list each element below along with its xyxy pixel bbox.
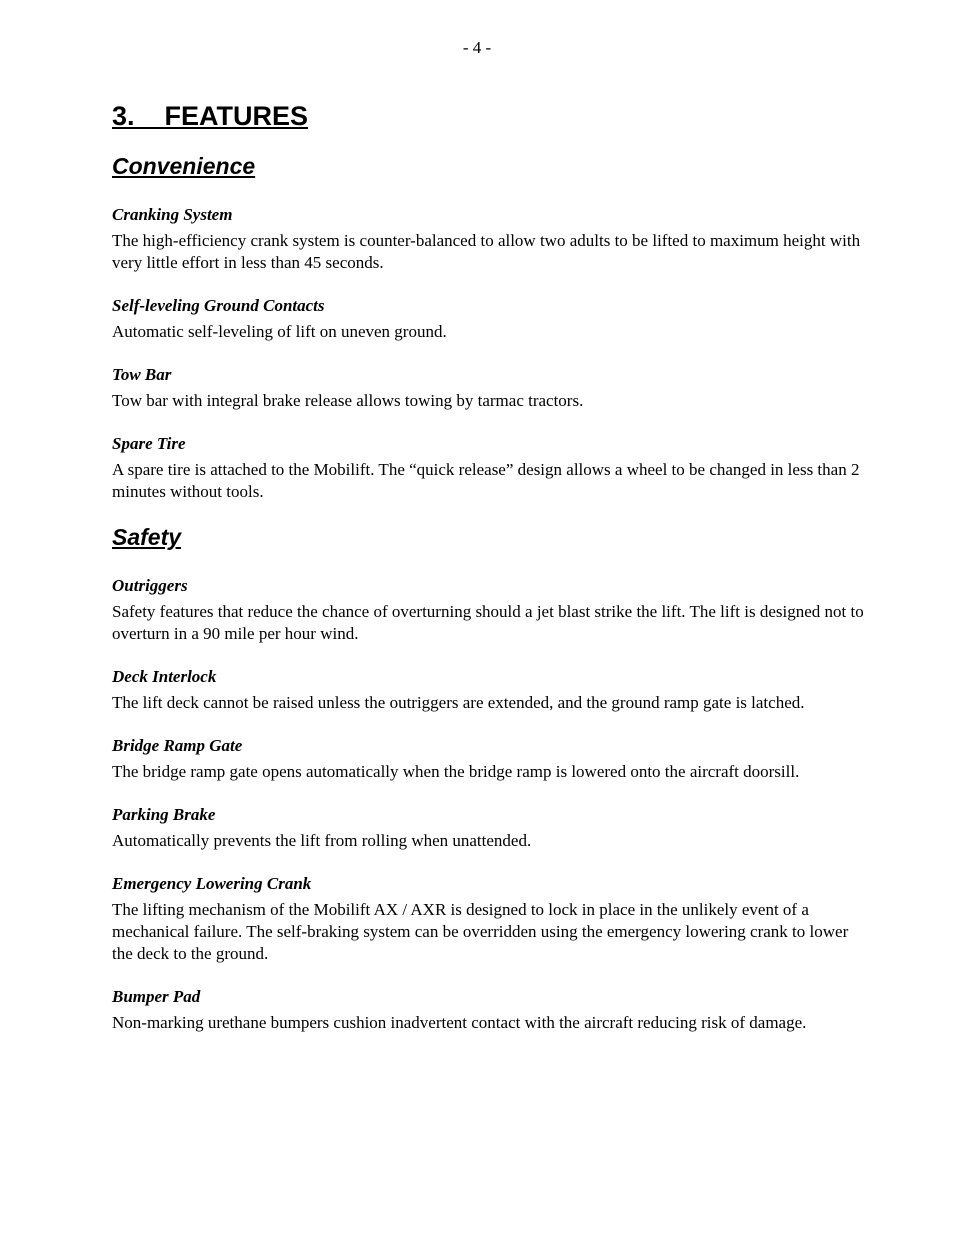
feature-title: Bridge Ramp Gate — [112, 736, 243, 755]
feature-title: Outriggers — [112, 576, 188, 595]
feature-bumper-pad — [112, 986, 872, 1034]
feature-bridge-ramp-gate — [112, 735, 872, 783]
feature-title: Emergency Lowering Crank — [112, 874, 312, 893]
feature-outriggers — [112, 575, 872, 645]
feature-title: Self-leveling Ground Contacts — [112, 296, 325, 315]
feature-text: The high-efficiency crank system is counter-balanced to allow two adults to be lifted to maximum height with very little effort in less than 45 seconds. — [112, 231, 861, 272]
feature-text: A spare tire is attached to the Mobilift. The “quick release” design allows a wheel to be changed in less than 2 minutes without tools. — [112, 460, 860, 501]
feature-tow-bar — [112, 364, 872, 412]
section-title-convenience: Convenience — [112, 153, 256, 179]
feature-spare-tire — [112, 433, 872, 503]
feature-title: Tow Bar — [112, 365, 172, 384]
feature-text: The bridge ramp gate opens automatically when the bridge ramp is lowered onto the aircraft doorsill. — [112, 762, 800, 781]
feature-self-leveling-ground-contacts — [112, 295, 872, 343]
feature-deck-interlock — [112, 666, 872, 714]
feature-text: The lifting mechanism of the Mobilift AX / AXR is designed to lock in place in the unlikely event of a mechanical failure. The self-braking system can be overridden using the emergency lowering crank to lower the deck to the ground. — [112, 900, 849, 963]
feature-title: Bumper Pad — [112, 987, 201, 1006]
feature-text: Automatic self-leveling of lift on uneven ground. — [112, 322, 447, 341]
feature-text: Safety features that reduce the chance of overturning should a jet blast strike the lift. The lift is designed not to overturn in a 90 mile per hour wind. — [112, 602, 864, 643]
feature-text: Automatically prevents the lift from rolling when unattended. — [112, 831, 532, 850]
feature-text: Non-marking urethane bumpers cushion inadvertent contact with the aircraft reducing risk of damage. — [112, 1013, 807, 1032]
feature-text: The lift deck cannot be raised unless the outriggers are extended, and the ground ramp gate is latched. — [112, 693, 805, 712]
page-heading: 3. FEATURES — [112, 101, 309, 131]
feature-text: Tow bar with integral brake release allows towing by tarmac tractors. — [112, 391, 584, 410]
feature-title: Parking Brake — [112, 805, 216, 824]
feature-title: Deck Interlock — [112, 667, 217, 686]
feature-cranking-system — [112, 204, 872, 274]
feature-emergency-lowering-crank — [112, 873, 872, 965]
feature-title: Cranking System — [112, 205, 233, 224]
feature-parking-brake — [112, 804, 872, 852]
feature-title: Spare Tire — [112, 434, 186, 453]
section-title-safety: Safety — [112, 524, 182, 550]
page-number: - 4 - — [462, 38, 492, 57]
